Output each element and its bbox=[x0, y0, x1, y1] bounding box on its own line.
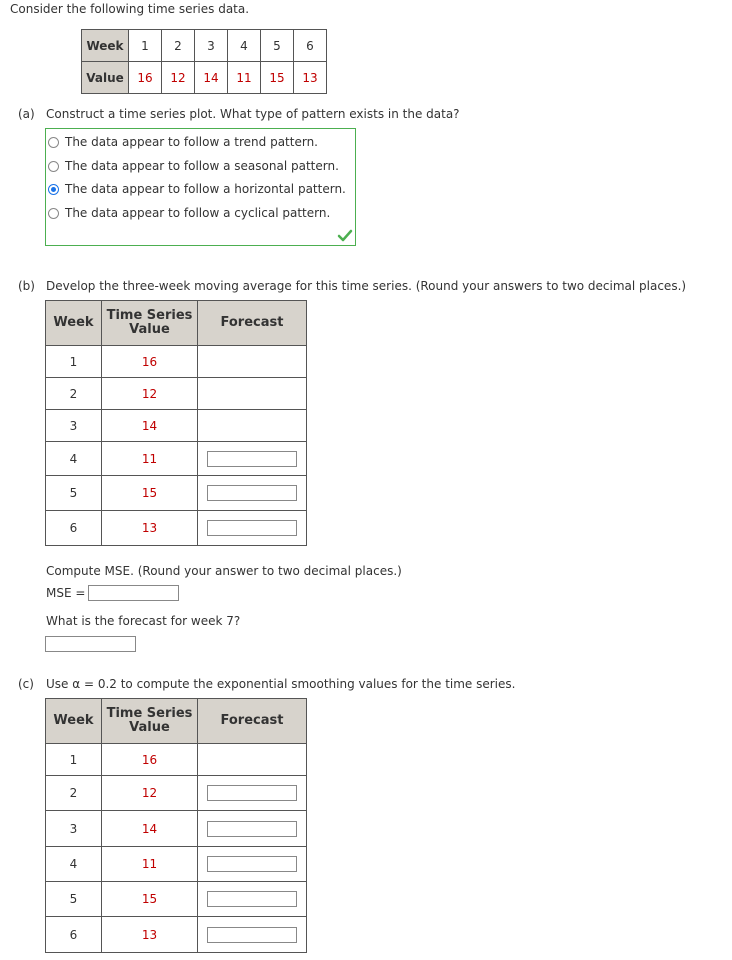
radio-button[interactable] bbox=[48, 161, 59, 172]
option-label: The data appear to follow a cyclical pattern. bbox=[65, 206, 331, 220]
value-cell: 13 bbox=[294, 62, 327, 94]
week-cell: 2 bbox=[162, 30, 195, 62]
option-trend[interactable] bbox=[48, 133, 318, 151]
table-row bbox=[46, 917, 307, 953]
forecast-cell bbox=[198, 917, 307, 953]
option-label: The data appear to follow a horizontal pattern. bbox=[65, 182, 346, 196]
week-cell: 3 bbox=[195, 30, 228, 62]
forecast-cell bbox=[198, 882, 307, 917]
value-cell: 16 bbox=[129, 62, 162, 94]
value-cell: 14 bbox=[195, 62, 228, 94]
value-cell: 11 bbox=[102, 847, 198, 882]
part-c-instruction: Use α = 0.2 to compute the exponential smoothing values for the time series. bbox=[46, 677, 516, 691]
mse-input[interactable] bbox=[88, 585, 179, 601]
table-row bbox=[46, 811, 307, 847]
forecast-cell bbox=[198, 511, 307, 546]
week-cell: 4 bbox=[46, 847, 102, 882]
forecast-column-header: Forecast bbox=[198, 301, 307, 346]
part-b-instruction: Develop the three-week moving average for this time series. (Round your answers to two decimal places.) bbox=[46, 279, 687, 293]
forecast-input[interactable] bbox=[207, 821, 297, 837]
forecast-column-header: Forecast bbox=[198, 699, 307, 744]
week-cell: 5 bbox=[46, 882, 102, 917]
value-cell: 13 bbox=[102, 511, 198, 546]
week-cell: 6 bbox=[46, 917, 102, 953]
week-cell: 4 bbox=[228, 30, 261, 62]
table-row bbox=[46, 776, 307, 811]
value-cell: 13 bbox=[102, 917, 198, 953]
week-cell: 5 bbox=[261, 30, 294, 62]
week7-forecast-input[interactable] bbox=[45, 636, 136, 652]
value-cell: 15 bbox=[261, 62, 294, 94]
part-a-label: (a) bbox=[18, 107, 35, 121]
checkmark-icon bbox=[337, 229, 353, 243]
option-label: The data appear to follow a trend pattern. bbox=[65, 135, 318, 149]
data-table bbox=[81, 29, 327, 94]
week-cell: 4 bbox=[46, 442, 102, 476]
forecast-input[interactable] bbox=[207, 891, 297, 907]
forecast-input[interactable] bbox=[207, 451, 297, 467]
option-label: The data appear to follow a seasonal pattern. bbox=[65, 159, 339, 173]
value-cell: 16 bbox=[102, 346, 198, 378]
week-cell: 5 bbox=[46, 476, 102, 511]
week-column-header: Week bbox=[46, 699, 102, 744]
part-c-label: (c) bbox=[18, 677, 34, 691]
forecast-input[interactable] bbox=[207, 485, 297, 501]
intro-text: Consider the following time series data. bbox=[10, 2, 250, 16]
forecast-input[interactable] bbox=[207, 856, 297, 872]
value-header: Value bbox=[82, 62, 129, 94]
forecast-cell bbox=[198, 847, 307, 882]
forecast-input[interactable] bbox=[207, 785, 297, 801]
week-cell: 1 bbox=[46, 744, 102, 776]
value-cell: 14 bbox=[102, 811, 198, 847]
week-cell: 3 bbox=[46, 410, 102, 442]
value-row bbox=[82, 62, 327, 94]
mse-prompt: Compute MSE. (Round your answer to two decimal places.) bbox=[46, 564, 402, 578]
forecast-cell bbox=[198, 378, 307, 410]
value-cell: 15 bbox=[102, 882, 198, 917]
week-cell: 1 bbox=[129, 30, 162, 62]
forecast-input[interactable] bbox=[207, 520, 297, 536]
forecast-input[interactable] bbox=[207, 927, 297, 943]
exponential-smoothing-table bbox=[45, 698, 307, 953]
value-cell: 16 bbox=[102, 744, 198, 776]
week-column-header: Week bbox=[46, 301, 102, 346]
forecast-cell bbox=[198, 744, 307, 776]
week-cell: 2 bbox=[46, 776, 102, 811]
part-b-label: (b) bbox=[18, 279, 35, 293]
value-cell: 12 bbox=[102, 776, 198, 811]
value-column-header: Time Series Value bbox=[102, 699, 198, 744]
part-a-question: Construct a time series plot. What type of pattern exists in the data? bbox=[46, 107, 460, 121]
week-header: Week bbox=[82, 30, 129, 62]
table-row bbox=[46, 847, 307, 882]
forecast-cell bbox=[198, 346, 307, 378]
table-row bbox=[46, 442, 307, 476]
table-row bbox=[46, 744, 307, 776]
mse-label: MSE = bbox=[46, 586, 86, 600]
forecast-cell bbox=[198, 442, 307, 476]
forecast-cell bbox=[198, 410, 307, 442]
week-row bbox=[82, 30, 327, 62]
value-cell: 14 bbox=[102, 410, 198, 442]
option-cyclical[interactable] bbox=[48, 204, 330, 222]
week-cell: 1 bbox=[46, 346, 102, 378]
week-cell: 6 bbox=[294, 30, 327, 62]
week7-prompt: What is the forecast for week 7? bbox=[46, 614, 241, 628]
radio-button[interactable] bbox=[48, 208, 59, 219]
value-cell: 15 bbox=[102, 476, 198, 511]
option-horizontal[interactable] bbox=[48, 180, 346, 198]
option-seasonal[interactable] bbox=[48, 157, 339, 175]
week-cell: 3 bbox=[46, 811, 102, 847]
forecast-cell bbox=[198, 811, 307, 847]
table-row bbox=[46, 378, 307, 410]
table-row bbox=[46, 346, 307, 378]
table-row bbox=[46, 511, 307, 546]
week-cell: 6 bbox=[46, 511, 102, 546]
moving-average-table bbox=[45, 300, 307, 546]
radio-button-selected[interactable] bbox=[48, 184, 59, 195]
value-cell: 12 bbox=[162, 62, 195, 94]
radio-button[interactable] bbox=[48, 137, 59, 148]
value-cell: 12 bbox=[102, 378, 198, 410]
table-header-row bbox=[46, 301, 307, 346]
table-row bbox=[46, 476, 307, 511]
forecast-cell bbox=[198, 776, 307, 811]
value-cell: 11 bbox=[102, 442, 198, 476]
value-cell: 11 bbox=[228, 62, 261, 94]
table-header-row bbox=[46, 699, 307, 744]
table-row bbox=[46, 882, 307, 917]
value-column-header: Time Series Value bbox=[102, 301, 198, 346]
week-cell: 2 bbox=[46, 378, 102, 410]
forecast-cell bbox=[198, 476, 307, 511]
table-row bbox=[46, 410, 307, 442]
